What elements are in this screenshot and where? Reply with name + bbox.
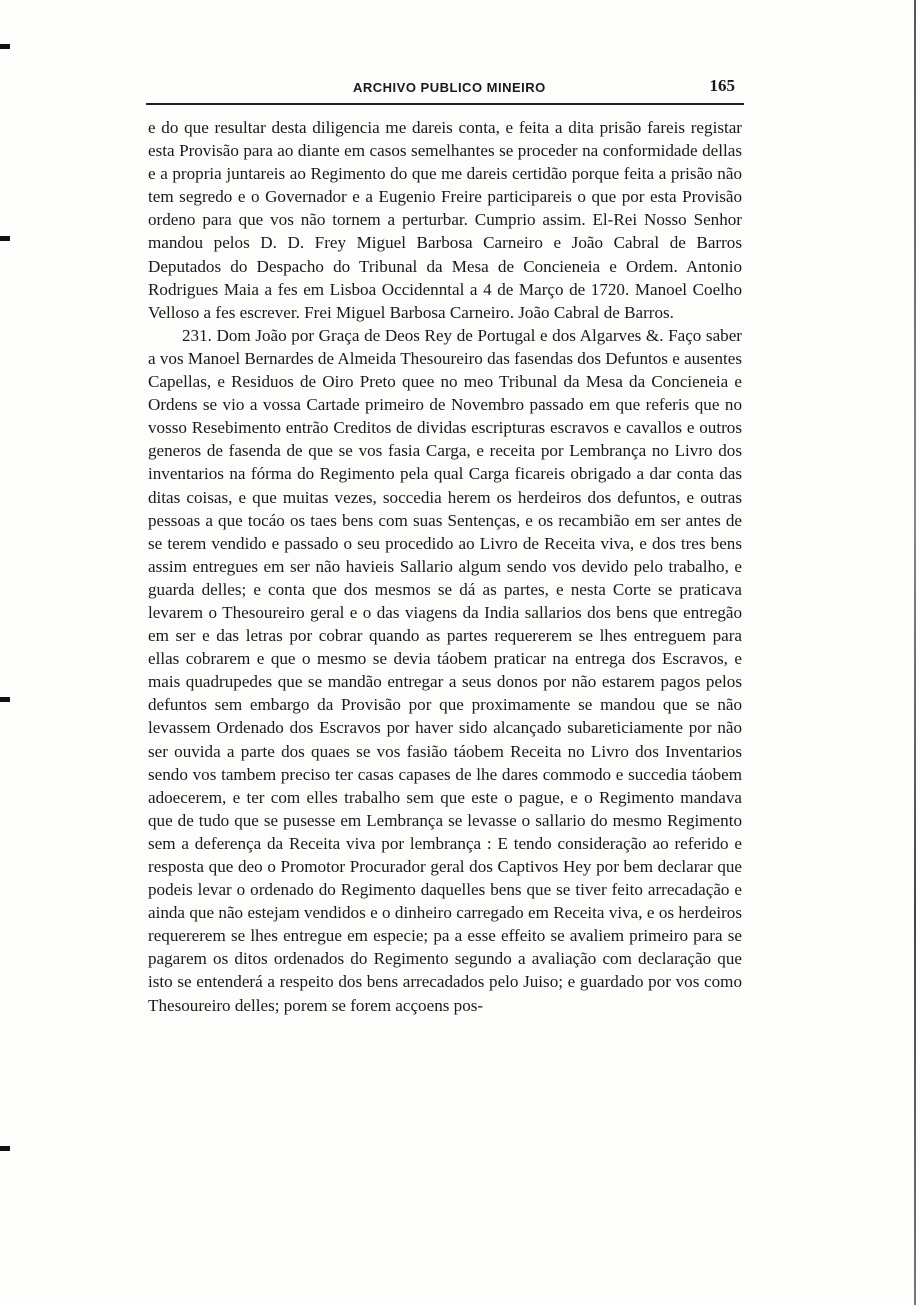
paragraph: 231. Dom João por Graça de Deos Rey de Portugal e dos Algarves &. Faço saber a vos Manoel Bernardes de Almeida Thesoureiro das fasendas dos Defuntos e ausentes Capellas, e Residuos de Oiro Preto quee no meo Tribunal da Mesa da Concieneia e Ordens se vio a vossa Cartade primeiro de Novembro passado em que referis que no vosso Resebimento entrão Creditos de dividas escripturas escravos e cavallos e outros generos de fasenda de que se vos fasia Carga, e receita por Lembrança no Livro dos inventarios na fórma do Regimento pela qual Carga ficareis obrigado a dar conta das ditas coisas, e que muitas vezes, soccedia herem os herdeiros dos defuntos, e outras pessoas a que tocáo os taes bens com suas Sentenças, e os recambião em ser antes de se terem vendido e passado o seu procedido ao Livro de Receita viva, e dos tres bens assim entregues em ser não havieis Sallario algum sendo vos devido pelo trabalho, e guarda delles; e conta que dos mesmos se dá as partes, e nesta Corte se praticava levarem o Thesoureiro geral e o das viagens da India sallarios dos bens que entregão em ser e das letras por cobrar quando as partes requererem se lhes entreguem para ellas cobrarem e que o mesmo se devia táobem praticar na entrega dos Escravos, e mais quadrupedes que se mandão entregar a seus donos por não estarem pagos pelos defuntos sem embargo da Provisão por que proximamente se mandou que se não levassem Ordenado dos Escravos por haver sido alcançado subareticiamente por não ser ouvida a parte dos quaes se vos fasião táobem Receita no Livro dos Inventarios sendo vos tambem preciso ter casas capases de lhe dares commodo e succedia táobem adoecerem, e ter com elles trabalho sem que este o pague, e o Regimento mandava que de tudo que se pusesse em Lembrança se levasse o sallario do mesmo Regimento sem a deferença da Receita viva por lembrança : E tendo consideração ao referido e resposta que deo o Promotor Procurador geral dos Captivos Hey por bem declarar que podeis levar o ordenado do Regimento daquelles bens que se tiver feito arrecadação e ainda que não estejam vendidos e o dinheiro carregado em Receita viva, e os herdeiros requererem se lhes entregue em especie; pa a esse effeito se avaliem primeiro para se pagarem os ditos ordenados do Regimento segundo a avaliação com declaração que isto se entenderá a respeito dos bens arrecadados pelo Juiso; e guardado por vos como Thesoureiro delles; porem se forem acçoens pos- xyxy=(148,325,742,1015)
page-right-edge xyxy=(914,0,916,1305)
scan-edge-mark xyxy=(0,236,10,241)
scan-edge-mark xyxy=(0,697,10,702)
header-divider xyxy=(146,103,744,105)
scan-edge-mark xyxy=(0,1146,10,1151)
page-number: 165 xyxy=(709,76,735,95)
body-text xyxy=(148,116,742,1017)
paragraph: e do que resultar desta diligencia me dareis conta, e feita a dita prisão fareis registar esta Provisão para ao diante em casos semelhantes se proceder na conformidade dellas e a propria juntareis ao Regimento do que me dareis certidão porque feita a prisão não tem segredo e o Governador e a Eugenio Freire participareis o que por esta Provisão ordeno para que vos não tornem a perturbar. Cumprio assim. El-Rei Nosso Senhor mandou pelos D. D. Frey Miguel Barbosa Carneiro e João Cabral de Barros Deputados do Despacho do Tribunal da Mesa de Concieneia e Ordem. Antonio Rodrigues Maia a fes em Lisboa Occidenntal a 4 de Março de 1720. Manoel Coelho Velloso a fes escrever. Frei Miguel Barbosa Carneiro. João Cabral de Barros. xyxy=(148,118,742,322)
header-title: ARCHIVO PUBLICO MINEIRO xyxy=(353,80,546,95)
scan-edge-mark xyxy=(0,44,10,49)
running-header xyxy=(148,74,743,100)
